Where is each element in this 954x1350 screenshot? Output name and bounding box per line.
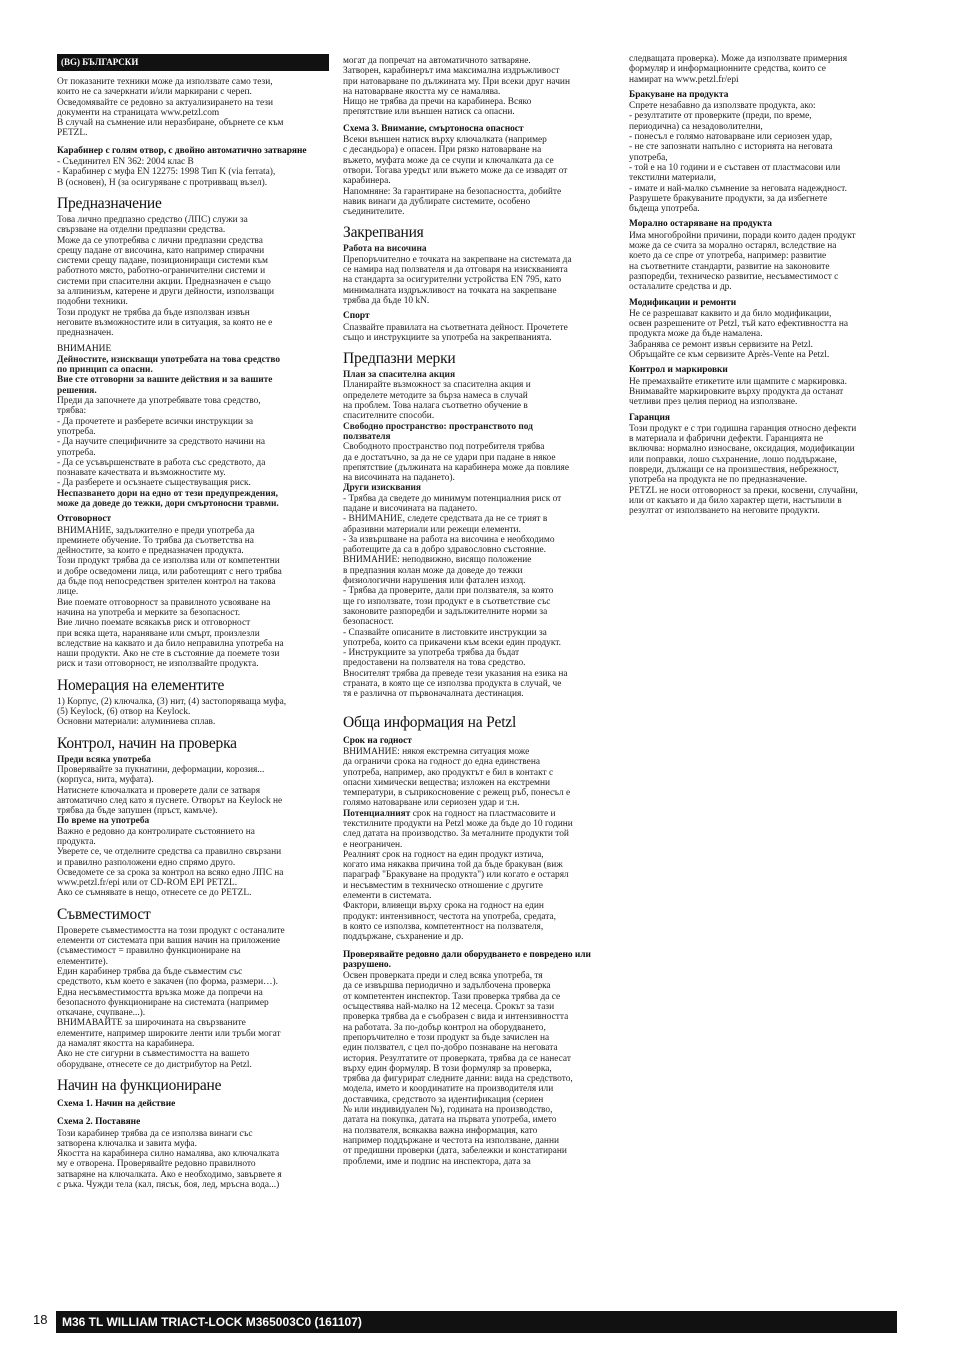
- precautions-text-3: - Трябва да сведете до минимум потенциалния риск от падане и височината на падането. - ВНИМАНИЕ, следете средствата да не се трият в абразивни материали или режещи елементи. - За извършване на работа на височина е необходимо работещите да са в добро здравословно състояние. ВНИМАНИЕ: неподвижно, висящо положение в предпазния колан може да доведе до тежки физиологични нарушения или фатален изход. - Трябва да проверите, дали при ползвателя, за която ще го използвате, този продукт е в съответствие със законовите разпоредби и задължителните норми за безопасност. - Спазвайте описаните в листовките инструкции за употреба, които са прикачени към всеки един продукт. - Инструкциите за употреба трябва да бъдат предоставени на ползвателя на това средство. Вносителят трябва да преведе тези указания на езика на страната, в която ще се използва продукта в случай, че тя е различна от първоначалната дестинация.: [343, 493, 568, 700]
- modifications-text: Не се разрешават каквито и да било модификации, освен разрешените от Petzl, тъй като ефективността на продукта може да бъде намалена. Забранява се ремонт извън сервизите на Petzl. Обръщайте се към сервизите Après-Vente на Petzl.: [629, 308, 849, 361]
- section-heading-purpose: Предназначение: [57, 194, 162, 212]
- purpose-text: Това лично предпазно средство (ЛПС) служи за свързване на отделни предпазни средства. Може да се употребява с лични предпазни средства срещу падане от височина, като например спирачни системи срещу падане, позициониращи системи към работното място, работно-ограничителни системи и системи при спасителни акции. Предназначен е също за алпинизъм, катерене и други дейности, използващи подобни техники. Този продукт не трябва да бъде използван извън неговите възможностите или в ситуация, за която не е предназначен.: [57, 214, 274, 339]
- anchors-work-at-height: Работа на височина: [343, 244, 427, 255]
- function-text: Този карабинер трябва да се използва винаги със затворена ключалка и завита муфа. Якостта на карабинера силно намалява, ако ключалката му е отворена. Проверявайте редовно правилното затваряне на ключалката. Ако е необходимо, завървете я с ръка. Чужди тела (кал, пясък, боя, лед, мръсна вода...): [57, 1128, 282, 1191]
- guarantee-text: Този продукт е с три годишна гаранция относно дефекти в материала и фабрични дефекти. Гаранцията не включва: нормално износване, оксидация, модификации или поправки, лошо съхранение, лошо поддържане, повреди, дължащи се на произшествия, небрежност, употреба на продукта не по предназначение. PETZL не носи отговорност за преки, косвени, случайни, или от какъвто и да било характер щети, настъпили в резултат от използването на неговите продукти.: [629, 423, 858, 517]
- guarantee-heading: Гаранция: [629, 412, 671, 423]
- warning-text: Преди да започнете да употребявате това средство, трябва: - Да прочетете и разберете всички инструкции за употреба. - Да научите специфичните за средството начини на употреба. - Да се усъвършенствате в работа със средството, да познавате качествата и възможностите му. - Да разберете и осъзнаете съществуващия риск.: [57, 396, 266, 489]
- obsolescence-heading: Морално остаряване на продукта: [629, 219, 772, 230]
- anchors-text-2: Спазвайте правилата на съответната дейност. Прочетете също и инструкциите за употреба на закрепванията.: [343, 322, 568, 343]
- inspection-before-text: Проверявайте за пукнатини, деформации, корозия... (корпуса, нита, муфата). Натиснете ключалката и проверете дали се затваря автоматично след като я пуснете. Отворът на Keylock не трябва да бъде запушен (пръст, камъче).: [57, 764, 283, 817]
- modifications-heading: Модификации и ремонти: [629, 297, 737, 308]
- language-header: (BG) БЪЛГАРСКИ: [57, 54, 329, 71]
- precautions-other: Други изисквания: [343, 483, 421, 494]
- figure-3-caption: Схема 3. Внимание, смъртоносна опасност: [343, 123, 524, 134]
- intro-text: От показаните техники може да използвате само тези, които не са зачеркнати и/или маркирани с череп. Осведомявайте се редовно за актуализирането на тези документи на страницата www.petzl.com В случай на съмнение или неразбиране, обърнете се към PETZL.: [57, 77, 284, 139]
- markings-heading: Контрол и маркировки: [629, 365, 728, 376]
- inspection-regular-heading: Проверявайте редовно дали оборудването е повредено или разрушено.: [343, 949, 591, 970]
- figure-2-caption: Схема 2. Поставяне: [57, 1117, 141, 1128]
- precautions-clearance: Свободно пространство: пространството под ползвателя: [343, 421, 533, 442]
- inspection-text-continued: следващата проверка). Може да използвате примерния формуляр и информационните средства, които се намират на www.petzl.fr/epi: [629, 54, 848, 85]
- lifetime-heading: Срок на годност: [343, 735, 412, 746]
- precautions-text-2: Свободното пространство под потребителя трябва да е достатъчно, за да не се удари при падане в някое препятствие (дължината на карабинера може да повлияе на височината на падането).: [343, 442, 569, 484]
- section-heading-inspection: Контрол, начин на проверка: [57, 734, 237, 752]
- precautions-rescue-plan: План за спасителна акция: [343, 370, 456, 381]
- inspection-regular-text: Освен проверката преди и след всяка употреба, тя да се извършва периодично и задълбочена проверка от компетентен инспектор. Тази проверка трябва да се осъществява най-малко на 12 месеца. Срокът за тази проверка трябва да е съобразен с вида и интензивността на работата. За по-добър контрол на оборудването, препоръчително е този продукт за бъде зачислен на един ползвател, с цел по-добро познаване на неговата история. Резултатите от проверката, трябва да се нанесат върху един формуляр. В този формуляр за проверка, трябва да фигурират следните данни: вида на средството, модела, името и координатите на производителя или доставчика, средството за идентификация (сериен № или индивидуален №), годината на производство, датата на покупка, датата на първата употреба, името на ползвателя, всякаква важна информация, като например поддържане и честота на използване, данни от предишни проверки (дата, забележки и констатирани проблеми, име и подпис на инспектора, дата за: [343, 971, 573, 1167]
- lifetime-text-1: ВНИМАНИЕ: някоя екстремна ситуация може да ограничи срока на годност до една единствена употреба, например, ако продуктът е бил в контакт с опасни химически вещества; изложен на екстремни температури, в съприкосновение с режещ ръб, понесъл е голямо натоварване или сериозен удар и т.н.: [343, 746, 571, 809]
- page-number: 18: [33, 1312, 48, 1327]
- section-heading-general-info: Обща информация на Petzl: [343, 713, 517, 731]
- lifetime-text-2-body: срок на годност на пластмасовите и текстилните продукти на Petzl може да бъде до 10 години след датата на производство. За металните продукти той е неограничен. Реалният срок на годност на един продукт изтича, когато има някаква причина той да бъде бракуван (виж параграф "Бракуване на продукта") или когато е остарял и несъвместим в техническо отношение с другите елементи в системата. Фактори, влияещи върху срока на годност на един продукт: интензивност, честота на употреба, средата, в която се използва, компетентност на ползвателя, поддържане, съхранение и др.: [343, 808, 573, 943]
- section-heading-anchors: Закрепвания: [343, 224, 424, 242]
- inspection-during-text: Важно е редовно да контролирате състоянието на продукта. Уверете се, че отделните средства са правилно свързани и правилно разположени едно спрямо друго. Осведомете се за срока за контрол на всяко едно ЛПС на www.petzl.fr/epi или от CD-ROM EPI PETZL. Ако се съмнявате в нещо, отнесете се до PETZL.: [57, 826, 284, 899]
- figure-1-caption: Схема 1. Начин на действие: [57, 1098, 176, 1109]
- inspection-before-use: Преди всяка употреба: [57, 754, 151, 765]
- column-2: [343, 56, 612, 1167]
- section-heading-function: Начин на функциониране: [57, 1076, 222, 1094]
- nomenclature-text: 1) Корпус, (2) ключалка, (3) нит, (4) застопоряваща муфа, (5) Keylock, (6) отвор на Keylock. Основни материали: алуминиева сплав.: [57, 696, 287, 728]
- warning-heading: ВНИМАНИЕ: [57, 343, 112, 354]
- column-3: [629, 54, 897, 516]
- responsibility-text: ВНИМАНИЕ, задължително е преди употреба да преминете обучение. То трябва да съответства на дейностите, за които е предназначен продукта. Този продукт трябва да се използва или от компетентни и добре осведомени лица, или работещият с него трябва да бъде под непосредствен зрителен контрол на такова лице. Вие поемате отговорност за правилното усвояване на начина на употреба и мерките за безопасност. Вие лично поемате всякакъв риск и отговорност при всяка щета, нараняване или смърт, произлезли вследствие на каквато и да било неправилна употреба на наши продукти. Ако не сте в състояние да поемете този риск и тази отговорност, не използвайте продукта.: [57, 525, 284, 670]
- markings-text: Не премахвайте етикетите или щампите с маркировка. Внимавайте маркировките върху продукта да останат четливи през целия период на използване.: [629, 376, 847, 408]
- precautions-text-1: Планирайте възможност за спасителна акция и определете методите за бърза намеса в случай на проблем. Това налага съответно обучение в спасителните способи.: [343, 380, 531, 422]
- responsibility-heading: Отговорност: [57, 514, 112, 525]
- inspection-during-use: По време на употреба: [57, 816, 150, 827]
- product-title: Карабинер с голям отвор, с двойно автоматично затваряне: [57, 145, 307, 156]
- anchors-text-1: Препоръчително е точката на закрепване на системата да се намира над ползвателя и да отговаря на изискванията на стандарта за осигурителни устройства EN 795, като минималната издръжливост на точката на закрепване трябва да бъде 10 kN.: [343, 254, 572, 306]
- figure-3-text: Всеки външен натиск върху ключалката (например с десандьора) е опасен. При рязко натоварване на въжето, муфата може да се счупи и ключалката да се отвори. Тогава уредът или въжето може да се извадят от карабинера. Напомняне: За гарантиране на безопасността, добийте навик винаги да дублирате системите, особено съединителите.: [343, 135, 568, 218]
- obsolescence-text: Има многобройни причини, поради които даден продукт може да се счита за морално остарял, вследствие на което да се спре от употреба, например: развитие на съответните стандарти, развитие на законовите разпоредби, техническо развитие, несъвместимост с осталалите средства и др.: [629, 230, 856, 293]
- compatibility-text: Проверете съвместимостта на този продукт с останалите елементи от системата при вашия начин на приложение (съвместимост = правилно функциониране на елементите). Един карабинер трябва да бъде съвместим със средството, към което е закачен (по форма, размери…). Една несъвместимостта връзка може да попречи на безопасното функциониране на системата (например откачане, счупване...). ВНИМАВАЙТЕ за широчината на свързваните елементите, например широките ленти или тръби могат да намалят якостта на карабинера. Ако не сте сигурни в съвместимостта на вашето оборудване, отнесете се до дистрибутор на Petzl.: [57, 925, 285, 1070]
- warning-bold-2: Вие сте отговорни за вашите действия и за вашите решения.: [57, 375, 273, 396]
- warning-bold-1: Дейностите, изискващи употребата на това средство по принцип са опасни.: [57, 354, 281, 376]
- section-heading-nomenclature: Номерация на елементите: [57, 676, 225, 694]
- function-text-continued: могат да попречат на автоматичното затваряне. Затворен, карабинерът има максимална издръжливост при натоварване по дължината му. При всеки друг начин на натоварване якостта му се намалява. Нищо не трябва да пречи на карабинера. Всяко препятствие или външен натиск са опасни.: [343, 56, 570, 118]
- anchors-sport: Спорт: [343, 311, 370, 322]
- retirement-heading: Бракуване на продукта: [629, 89, 729, 100]
- product-specs: - Съединител EN 362: 2004 клас B - Карабинер с муфа EN 12275: 1998 Тип K (via ferrata), B (основен), H (за осигуряване с протривващ възел).: [57, 157, 276, 188]
- column-1: [57, 54, 329, 1190]
- section-heading-precautions: Предпазни мерки: [343, 350, 456, 368]
- lifetime-bold: Потенциалният: [343, 808, 411, 819]
- warning-bold-3: Неспазването дори на едно от тези предупреждения, може да доведе до тежки, дори смъртоносни травми.: [57, 488, 279, 509]
- retirement-text: Спрете незабавно да използвате продукта, ако: - резултатите от проверките (преди, по време, периодична) са незадоволителни, - понесъл е голямо натоварване или сериозен удар, - не сте запознати напълно с историята на неговата употреба, - той е на 10 години и е съставен от пластмасови или текстилни материали, - имате и най-малко съмнение за неговата надеждност. Разрушете бракуваните продукти, за да избегнете бъдеща употреба.: [629, 101, 847, 215]
- lifetime-text-2: [343, 809, 612, 943]
- footer-bar: M36 TL WILLIAM TRIACT-LOCK M365003C0 (161107): [56, 1311, 897, 1333]
- section-heading-compatibility: Съвместимост: [57, 905, 151, 923]
